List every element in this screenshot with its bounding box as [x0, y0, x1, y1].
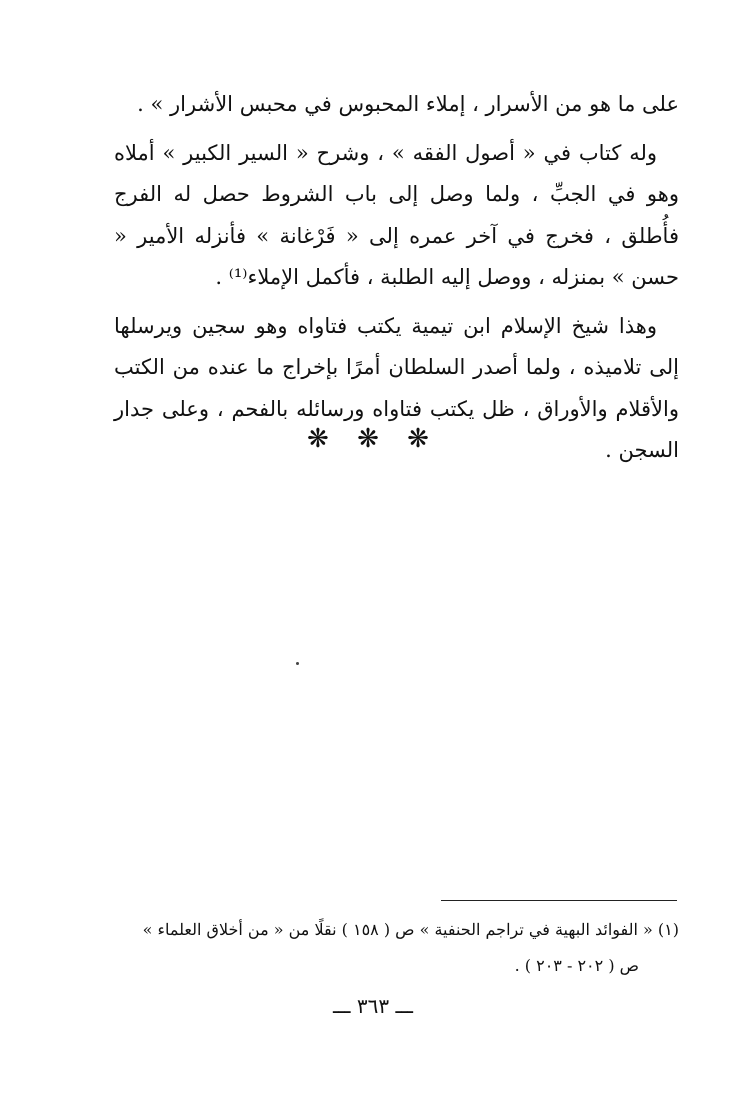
paragraph-2: وله كتاب في « أصول الفقه » ، وشرح « السير الكبير » أملاه وهو في الجبِّ ، ولما وصل إلى باب الشروط حصل له الفرج فأُطلق ، فخرج في آخر عمره إلى « فَرْغانة » فأنزله الأمير « حسن » بمنزله ، ووصل إليه الطلبة ، فأكمل الإملاء⁽¹⁾ . — [114, 140, 679, 289]
footnote — [104, 912, 679, 984]
paragraph-1: على ما هو من الأسرار ، إملاء المحبوس في محبس الأشرار » . — [137, 92, 679, 116]
scan-speck — [296, 662, 299, 665]
footnote-line-1: (١) « الفوائد البهية في تراجم الحنفية » ص ( ١٥٨ ) نقلًا من « من أخلاق العلماء » — [142, 920, 679, 939]
main-text — [114, 84, 679, 472]
footnote-separator — [441, 900, 677, 901]
paragraph-3: وهذا شيخ الإسلام ابن تيمية يكتب فتاواه وهو سجين ويرسلها إلى تلاميذه ، ولما أصدر السلطان أمرًا بإخراج ما عنده من الكتب والأقلام والأوراق ، ظل يكتب فتاواه ورسائله بالفحم ، وعلى جدار السجن . — [114, 313, 679, 462]
page-number: ـــ ٣٦٣ ـــ — [332, 994, 414, 1018]
section-divider-ornament: ❋ ❋ ❋ — [307, 424, 439, 454]
footnote-line-2: ص ( ٢٠٢ - ٢٠٣ ) . — [514, 956, 639, 975]
